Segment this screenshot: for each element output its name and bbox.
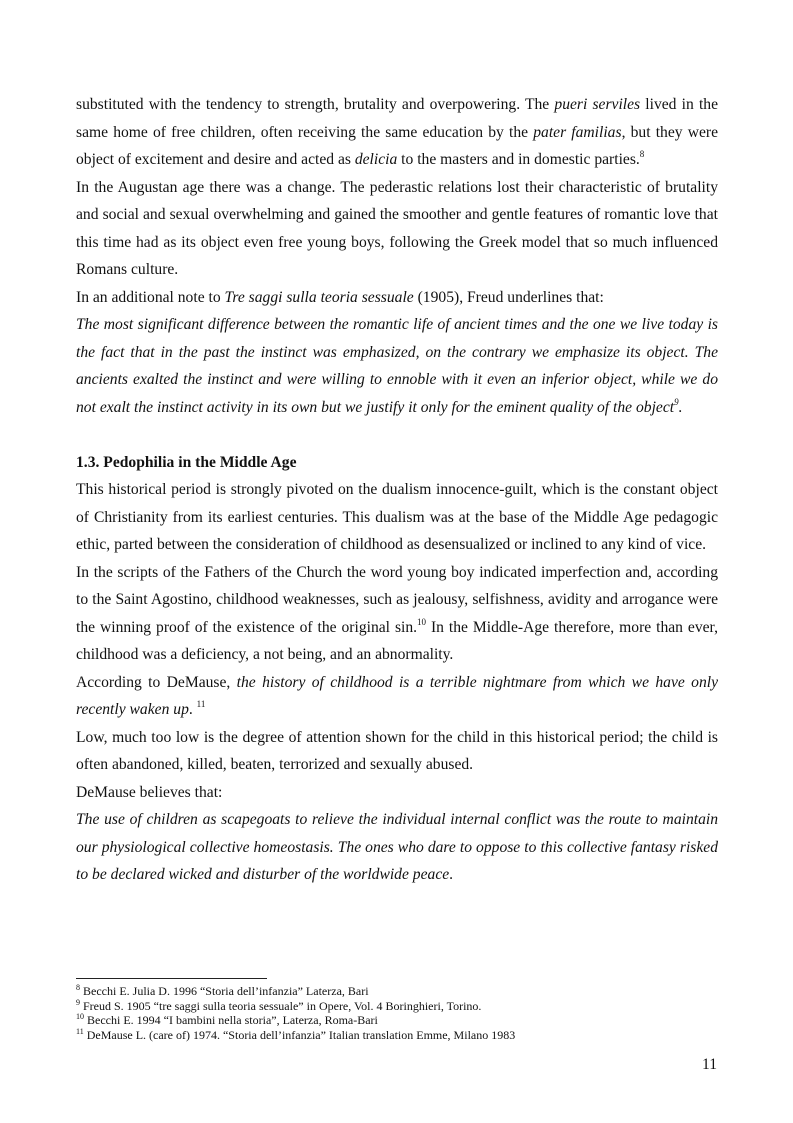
footnote-number: 8: [76, 983, 80, 992]
footnote-item: [76, 1013, 718, 1028]
quote-demause: The use of children as scapegoats to relieve the individual internal conflict was the route to maintain our physiological collective homeostasis. The ones who dare to oppose to this collective fantasy risked to be declared wicked and disturber of the worldwide peace.: [76, 811, 718, 883]
footnote-text: Freud S. 1905 “tre saggi sulla teoria sessuale” in Opere, Vol. 4 Boringhieri, Torino.: [83, 998, 482, 1013]
quote-freud: The most significant difference between the romantic life of ancient times and the one we live today is the fact that in the past the instinct was emphasized, on the contrary we emphasize its object. The ancients exalted the instinct and were willing to ennoble with it even an inferior object, while we do not exalt the instinct activity in its own but we justify it only for the eminent quality of the object$^9$.: [76, 316, 718, 416]
paragraph-demause-believes: DeMause believes that:: [76, 783, 223, 801]
footnote-separator: [76, 978, 267, 979]
footnote-number: 10: [76, 1012, 84, 1021]
footnote-ref: 9: [674, 396, 679, 407]
italic-term: delicia: [354, 151, 398, 168]
paragraph-attention: Low, much too low is the degree of attention shown for the child in this historical period; the child is often abandoned, killed, beaten, terrorized and sexually abused.: [76, 728, 718, 773]
italic-term: pueri serviles: [554, 96, 641, 113]
paragraph-dualism: This historical period is strongly pivoted on the dualism innocence-guilt, which is the constant object of Christianity from its earliest centuries. This dualism was at the base of the Middle Age pedagogic ethic, parted between the consideration of childhood as desensualized or inclined to any kind of vice.: [76, 481, 718, 553]
footnote-ref: 10: [417, 616, 427, 627]
footnote-number: 11: [76, 1026, 84, 1036]
page-number: 11: [702, 1056, 718, 1073]
footnote-item: [76, 999, 718, 1014]
section-heading: 1.3. Pedophilia in the Middle Age: [76, 453, 297, 471]
paragraph-pueri-serviles: substituted with the tendency to strength, brutality and overpowering. The pueri serviles lived in the same home of free children, often receiving the same education by the pater familias, but they were object of excitement and desire and acted as delicia to the masters and in domestic parties.$^8$: [76, 96, 719, 168]
footnote-item: [76, 1028, 718, 1043]
footnote-text: DeMause L. (care of) 1974. “Storia dell’infanzia” Italian translation Emme, Milano 1983: [86, 1027, 516, 1042]
footnote-text: Becchi E. 1994 “I bambini nella storia”, Laterza, Roma-Bari: [87, 1013, 378, 1027]
footnote-ref: 8: [639, 149, 645, 159]
footnotes: [76, 984, 718, 1042]
footnote-item: [76, 984, 718, 999]
italic-term: pater familias: [533, 123, 622, 141]
body-text: [76, 91, 718, 889]
paragraph-demause-history: According to DeMause, the history of childhood is a terrible nightmare from which we have only recently waken up. $^{11}$: [76, 673, 718, 718]
footnote-ref: 11: [196, 699, 206, 709]
paragraph-fathers-church: In the scripts of the Fathers of the Church the word young boy indicated imperfection and, according to the Saint Agostino, childhood weaknesses, such as jealousy, selfishness, avidity and arrogance were the winning proof of the existence of the original sin.$^{10}$ In the Middle-Age therefore, more than ever, childhood was a deficiency, a not being, and an abnormality.: [76, 563, 719, 663]
footnote-text: Becchi E. Julia D. 1996 “Storia dell’infanzia” Laterza, Bari: [83, 984, 369, 998]
paragraph-augustan-age: In the Augustan age there was a change. The pederastic relations lost their characteristic of brutality and social and sexual overwhelming and gained the smoother and gentle features of romantic love that this time had as its object even free young boys, following the Greek model that so much influenced Romans culture.: [76, 178, 718, 278]
footnote-number: 9: [76, 997, 80, 1007]
italic-title: Tre saggi sulla teoria sessuale: [224, 288, 414, 306]
paragraph-freud-note: In an additional note to Tre saggi sulla teoria sessuale (1905), Freud underlines that:: [76, 288, 604, 306]
italic-quote: the history of childhood is a terrible nightmare from which we have only recently waken up: [76, 673, 718, 718]
